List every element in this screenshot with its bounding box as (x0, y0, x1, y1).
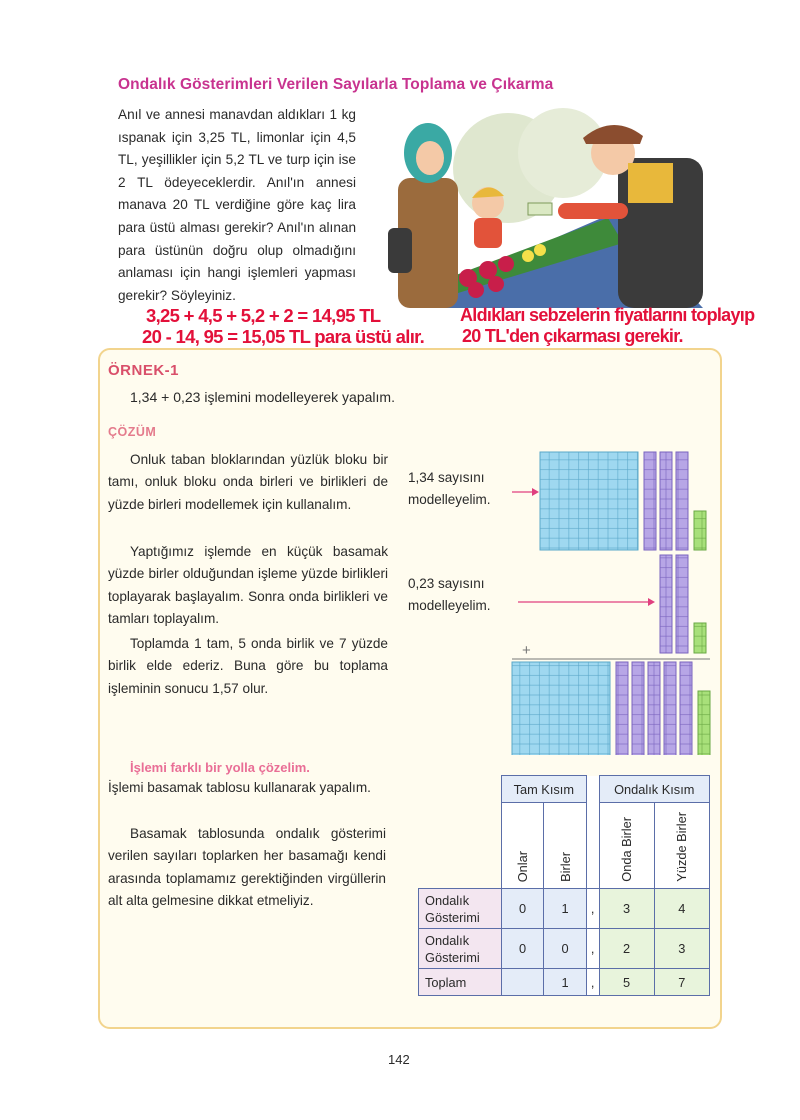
alt-paragraph-2: Basamak tablosunda ondalık gösterimi verilen sayıları toplarken her basamağı kendi arasında toplamamız gerektiğinden virgüllerin alt alta gelmesine dikkat etmeliyiz. (108, 826, 386, 909)
plus-sign: + (522, 642, 531, 659)
example-problem: 1,34 + 0,23 işlemini modelleyerek yapalım. (130, 389, 395, 405)
place-value-table (418, 775, 710, 996)
decimal-part-header: Ondalık Kısım (599, 776, 710, 803)
handwritten-explanation-1: Aldıkları sebzelerin fiyatlarını toplayıp (460, 305, 755, 325)
col-tens: Onlar (515, 850, 531, 882)
hundred-block (540, 452, 638, 550)
col-tenths: Onda Birler (619, 817, 635, 882)
solution-heading: ÇÖZÜM (108, 425, 157, 439)
page-number: 142 (388, 1052, 410, 1067)
hundred-block (512, 662, 610, 755)
table-row: Ondalık Gösterimi 0 0 , 2 3 (419, 929, 710, 969)
alt-paragraph-1: İşlemi basamak tablosu kullanarak yapalım. (108, 780, 371, 795)
tenth-rods (644, 452, 688, 550)
solution-paragraph-1: Onluk taban bloklarından yüzlük bloku bir tamı, onluk bloku onda birleri ve birlikleri de yüzde birleri modellemek için kullanalım. (108, 452, 388, 512)
whole-part-header: Tam Kısım (501, 776, 586, 803)
tenth-rods (660, 555, 688, 653)
hundredth-cubes (694, 511, 706, 550)
arrow-icon (512, 488, 539, 496)
base-ten-blocks-model (510, 450, 715, 755)
handwritten-explanation-2: 20 TL'den çıkarması gerekir. (462, 326, 683, 346)
col-hundredths: Yüzde Birler (674, 812, 690, 882)
hundredth-cubes (694, 623, 706, 653)
handwritten-sum: 3,25 + 4,5 + 5,2 + 2 = 14,95 TL (146, 305, 381, 326)
model-label-2: 0,23 sayısını modelleyelim. (408, 576, 491, 613)
market-illustration (378, 108, 713, 308)
intro-paragraph (118, 104, 356, 307)
table-row-total: Toplam 1 , 5 7 (419, 969, 710, 996)
model-label-1: 1,34 sayısını modelleyelim. (408, 470, 491, 507)
row-label: Ondalık Gösterimi (419, 929, 502, 969)
solution-paragraph-3: Toplamda 1 tam, 5 onda birlik ve 7 yüzde birlik elde ederiz. Buna göre bu toplama işleminin sonucu 1,57 olur. (108, 636, 388, 696)
row-label: Ondalık Gösterimi (419, 889, 502, 929)
table-row: Ondalık Gösterimi 0 1 , 3 4 (419, 889, 710, 929)
hundredth-cubes (698, 691, 710, 755)
arrow-icon (518, 598, 655, 606)
handwritten-change: 20 - 14, 95 = 15,05 TL para üstü alır. (142, 326, 425, 347)
alt-solution-heading: İşlemi farklı bir yolla çözelim. (130, 760, 310, 775)
example-heading: ÖRNEK-1 (108, 362, 180, 379)
intro-text: Anıl ve annesi manavdan aldıkları 1 kg ıspanak için 3,25 TL, limonlar için 4,5 TL, yeşillikler için 5,2 TL ve turp için ise 2 TL ödeyeceklerdir. Anıl'ın annesi manava 20 TL verdiğine göre kaç lira para üstü alması gerekir? Anıl'ın alınan para üstünün doğru olup olmadığını anlaması için hangi işlemleri yapması gerekir? Söyleyiniz. (118, 107, 356, 303)
row-label: Toplam (419, 969, 502, 996)
section-title: Ondalık Gösterimleri Verilen Sayılarla Toplama ve Çıkarma (118, 76, 554, 93)
col-ones: Birler (557, 852, 573, 882)
tenth-rods (616, 662, 692, 755)
solution-paragraph-2: Yaptığımız işlemde en küçük basamak yüzde birler olduğundan işleme yüzde birlikleri toplayarak başlayalım. Sonra onda birlikleri ve tamları toplayalım. (108, 544, 388, 627)
